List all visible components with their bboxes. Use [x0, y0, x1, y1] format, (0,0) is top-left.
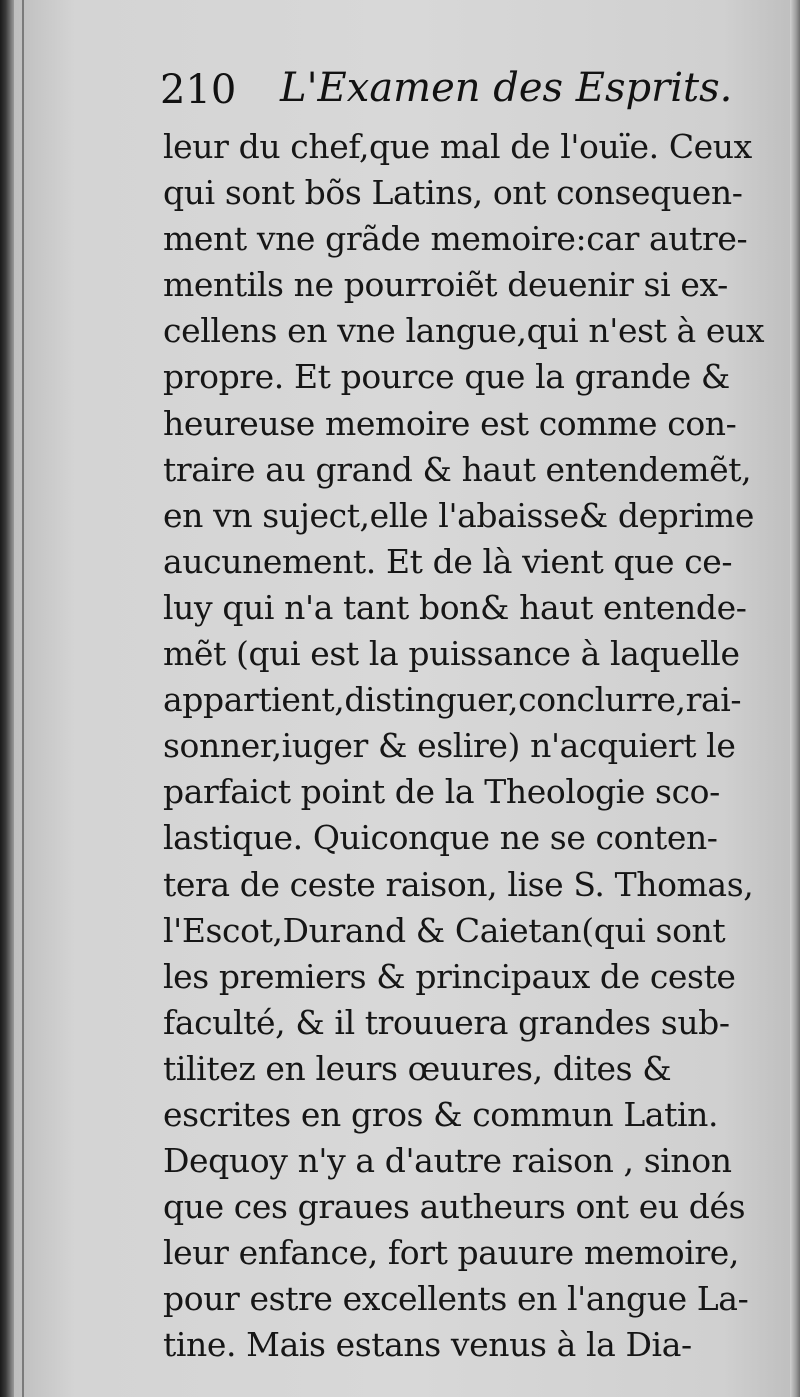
text-line: ment vne grãde memoire:car autre-: [163, 219, 748, 259]
text-line: sonner,iuger & eslire) n'acquiert le: [163, 726, 736, 766]
running-title: L'Examen des Esprits.: [280, 65, 733, 111]
text-line: parfaict point de la Theologie sco-: [163, 772, 720, 812]
text-line: leur enfance, fort pauure memoire,: [163, 1233, 739, 1273]
text-line: appartient,distinguer,conclurre,rai-: [163, 680, 742, 720]
text-line: tilitez en leurs œuures, dites &: [163, 1048, 672, 1088]
book-spine: [0, 0, 14, 1397]
text-line: tine. Mais estans venus à la Dia-: [163, 1325, 692, 1365]
text-line: aucunement. Et de là vient que ce-: [163, 541, 733, 581]
text-line: pour estre excellents en l'angue La-: [163, 1279, 749, 1319]
body-text: [163, 124, 763, 1369]
text-line: escrites en gros & commun Latin.: [163, 1094, 719, 1134]
text-line: propre. Et pource que la grande &: [163, 357, 730, 397]
text-line: faculté, & il trouuera grandes sub-: [163, 1002, 730, 1042]
text-line: mẽt (qui est la puissance à laquelle: [163, 634, 740, 674]
text-line: leur du chef,que mal de l'ouïe. Ceux: [163, 127, 752, 166]
gutter-line: [22, 0, 24, 1397]
text-line: Dequoy n'y a d'autre raison , sinon: [163, 1141, 732, 1181]
text-line: traire au grand & haut entendemẽt,: [163, 449, 752, 489]
page-edge-shadow: [790, 0, 800, 1397]
text-line: cellens en vne langue,qui n'est à eux: [163, 311, 765, 351]
text-line: les premiers & principaux de ceste: [163, 956, 736, 996]
text-line: lastique. Quiconque ne se conten-: [163, 818, 718, 858]
text-line: mentils ne pourroiẽt deuenir si ex-: [163, 265, 728, 305]
page-header: [160, 60, 733, 116]
text-line: que ces graues autheurs ont eu dés: [163, 1187, 746, 1227]
text-line: tera de ceste raison, lise S. Thomas,: [163, 864, 754, 904]
page-number: 210: [160, 67, 237, 113]
text-line: qui sont bõs Latins, ont consequen-: [163, 173, 743, 213]
text-line: l'Escot,Durand & Caietan(qui sont: [163, 910, 726, 950]
text-line: luy qui n'a tant bon& haut entende-: [163, 587, 747, 627]
text-line: en vn suject,elle l'abaisse& deprime: [163, 495, 754, 535]
text-line: heureuse memoire est comme con-: [163, 403, 737, 443]
